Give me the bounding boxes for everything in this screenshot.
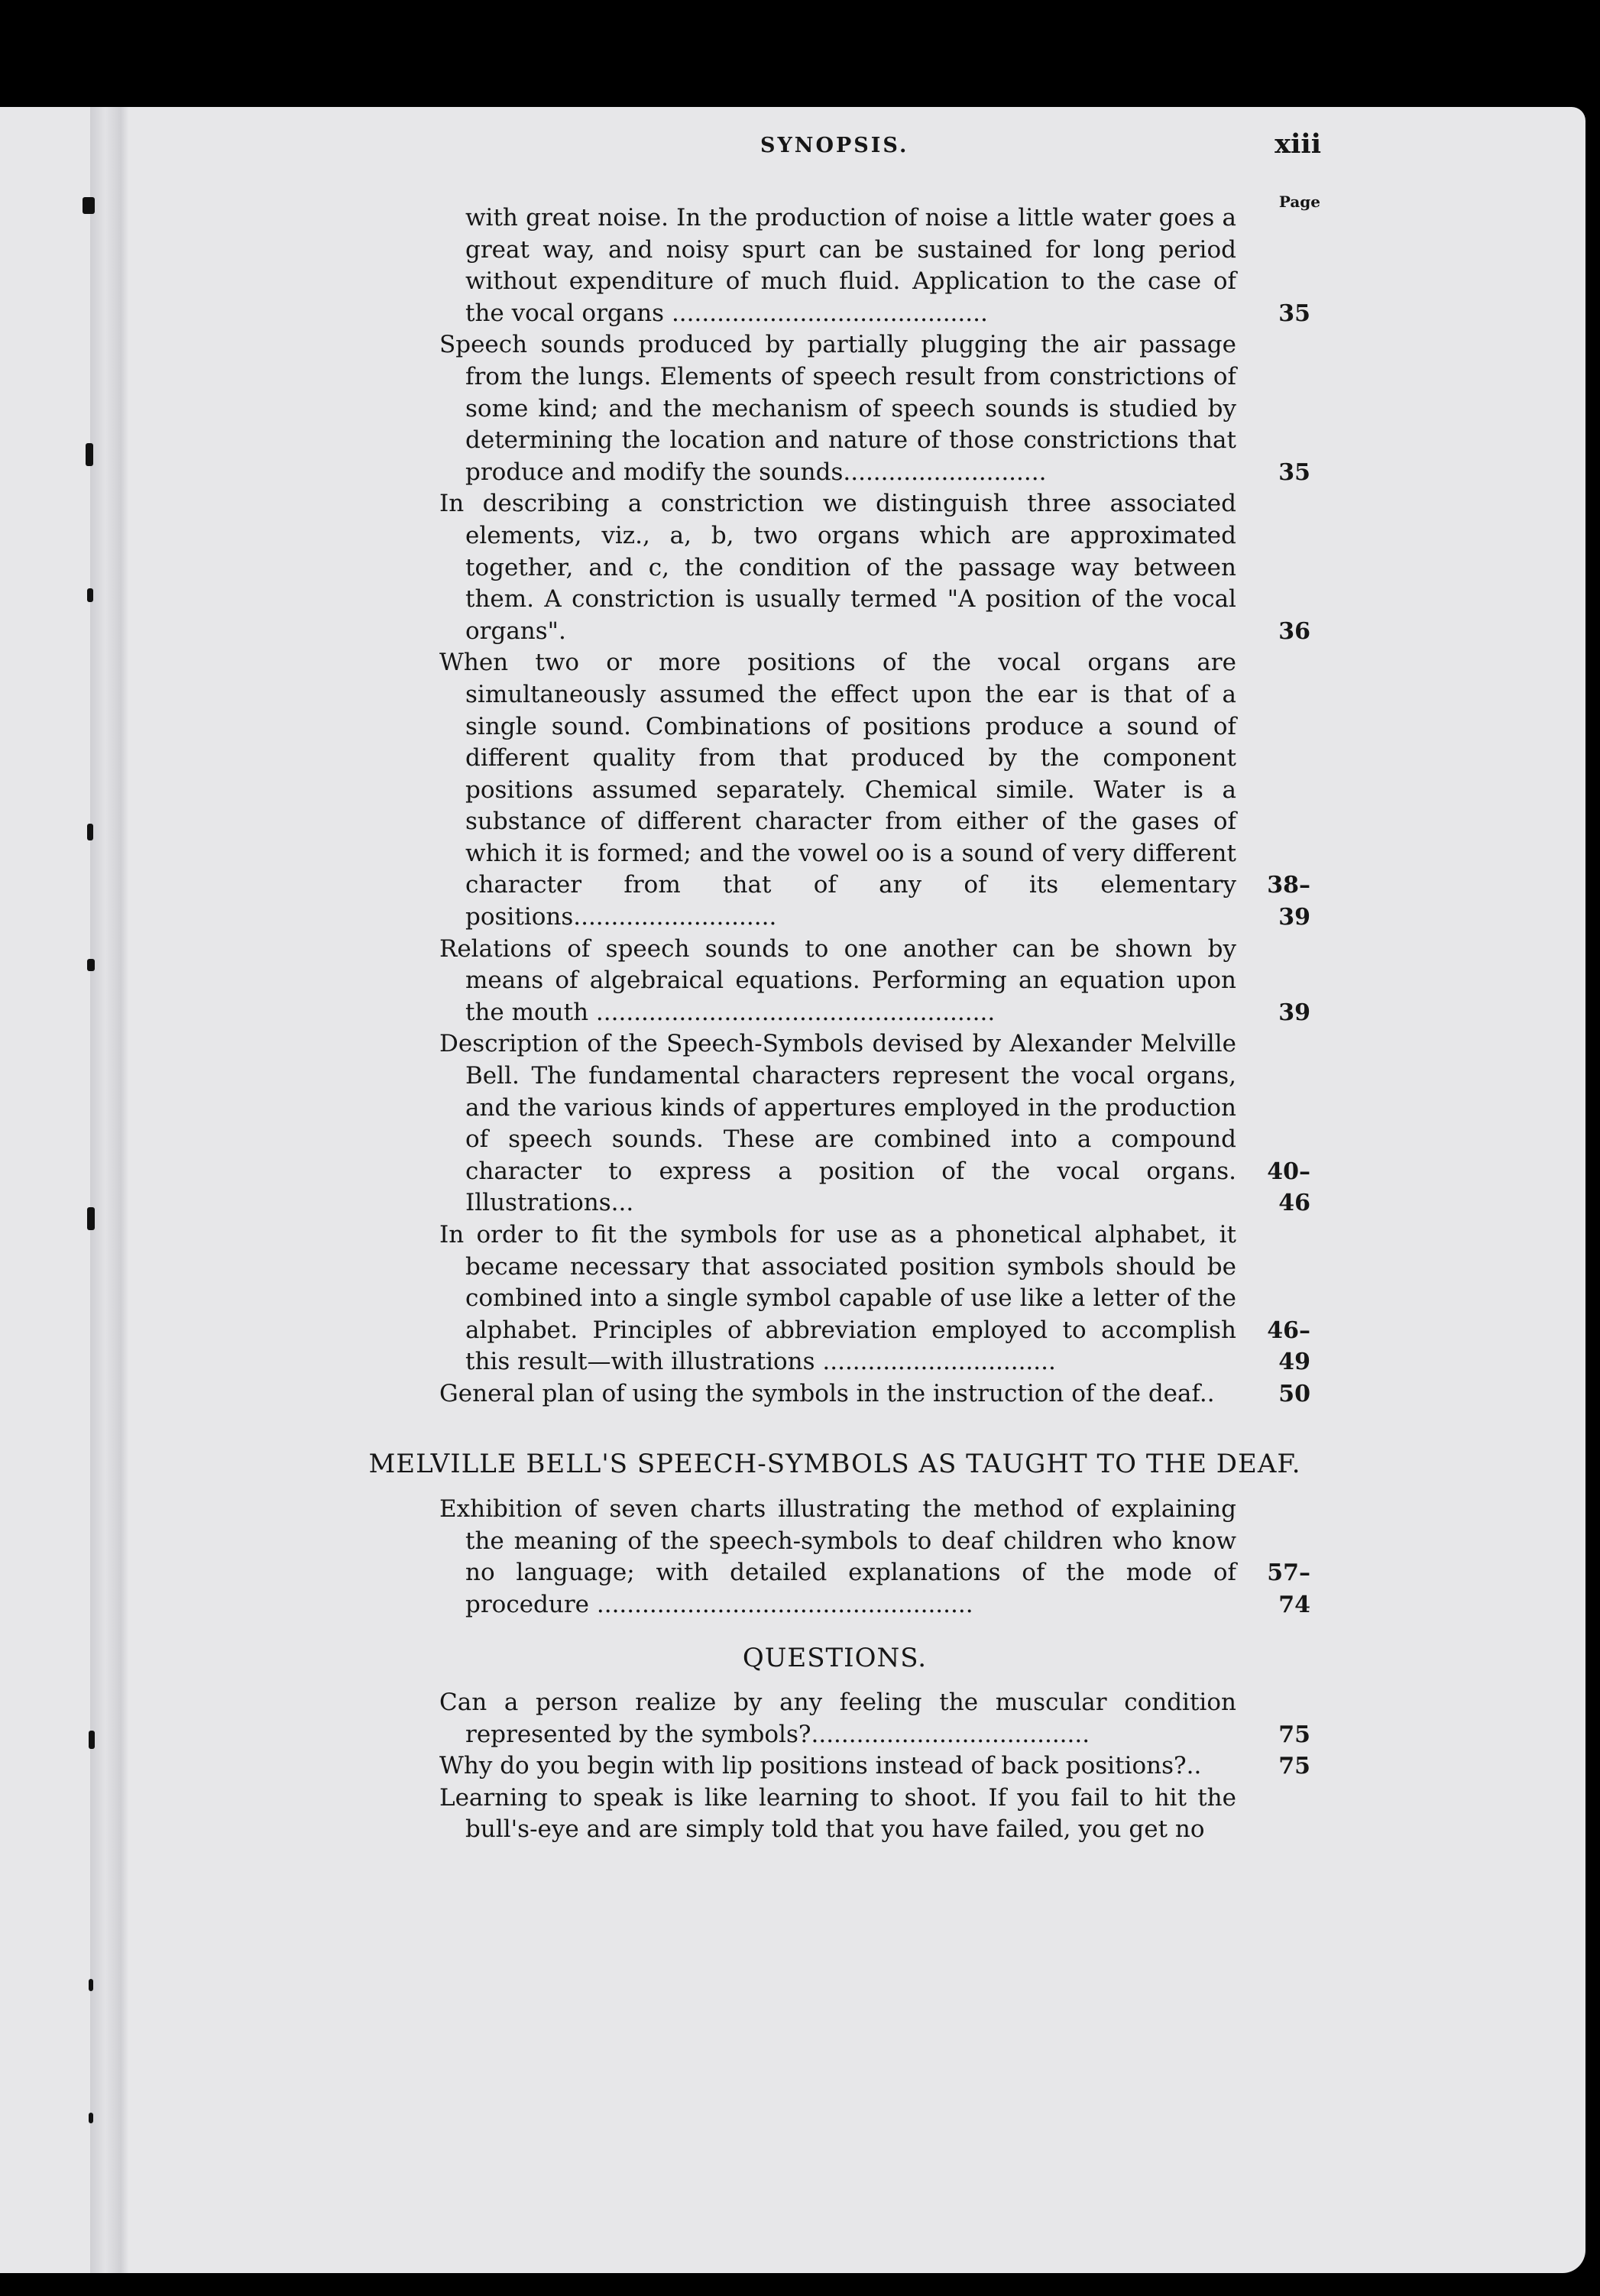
synopsis-entry (439, 934, 1310, 1029)
entry-page: 36 (1278, 617, 1310, 645)
entry-text: Description of the Speech-Symbols devised by Alexander Melville Bell. The fundamental characters represent the vocal organs, and the various kinds of appertures employed in the production of speech sounds. These are combined into a compound character to express a position of the vocal organs. Illustrations... (439, 1030, 1236, 1217)
entry-page: 75 (1278, 1721, 1310, 1748)
binding-mark (87, 588, 93, 602)
synopsis-entry (439, 1219, 1310, 1378)
synopsis-entry (439, 202, 1310, 329)
binding-mark (89, 1731, 95, 1749)
synopsis-entry (439, 488, 1310, 647)
entry-text: General plan of using the symbols in the instruction of the deaf.. (439, 1379, 1215, 1407)
section-heading: MELVILLE BELL'S SPEECH-SYMBOLS AS TAUGHT TO THE DEAF. (368, 1449, 1301, 1479)
binding-mark (86, 443, 93, 466)
entry-text: Learning to speak is like learning to shoot. If you fail to hit the bull's-eye and are simply told that you have failed, you get no (439, 1783, 1236, 1844)
entry-text: with great noise. In the production of noise a little water goes a great way, and noisy spurt can be sustained for long period without expenditure of much fluid. Application to the case of the vocal organs .......................................... (465, 204, 1236, 327)
entry-page: 38–39 (1267, 872, 1310, 931)
entry-page: 57–74 (1267, 1559, 1310, 1618)
synopsis-entry (439, 1783, 1310, 1846)
entry-page: 50 (1278, 1380, 1310, 1407)
synopsis-entries (439, 202, 1310, 1410)
synopsis-entry (439, 1750, 1310, 1783)
entry-page: 39 (1278, 999, 1310, 1026)
entry-text: When two or more positions of the vocal organs are simultaneously assumed the effect upon the ear is that of a single sound. Combinations of positions produce a sound of different quality from that produced by the component positions assumed separately. Chemical simile. Water is a substance of different character from either of the gases of which it is formed; and the vowel oo is a sound of very different character from that of any of its elementary positions........................... (439, 649, 1236, 931)
synopsis-entry (439, 1028, 1310, 1219)
entry-page: 35 (1278, 458, 1310, 486)
entry-text: Can a person realize by any feeling the muscular condition represented by the symbols?..................................... (439, 1689, 1236, 1748)
section-heading: QUESTIONS. (742, 1643, 928, 1673)
page-number: xiii (1274, 128, 1321, 160)
page-column-label: Page (1278, 193, 1320, 211)
entry-text: Why do you begin with lip positions instead of back positions?.. (439, 1752, 1202, 1780)
binding-mark (87, 959, 95, 971)
entry-text: In order to fit the symbols for use as a phonetical alphabet, it became necessary that associated position symbols should be combined into a single symbol capable of use like a letter of the alphabet. Principles of abbreviation employed to accomplish this result—with illustrations ............................... (439, 1221, 1236, 1376)
synopsis-entry (439, 329, 1310, 488)
synopsis-entry (439, 1687, 1310, 1750)
entry-text: Speech sounds produced by partially plugging the air passage from the lungs. Elements of speech result from constrictions of some kind; and the mechanism of speech sounds is studied by determining the location and nature of those constrictions that produce and modify the sounds........................... (439, 331, 1236, 486)
running-title: SYNOPSIS. (760, 134, 909, 157)
entry-page: 46–49 (1267, 1316, 1310, 1376)
synopsis-entry (439, 1378, 1310, 1410)
synopsis-entry (439, 1494, 1310, 1621)
entry-text: In describing a constriction we distinguish three associated elements, viz., a, b, two organs which are approximated together, and c, the condition of the passage way between them. A constriction is usually termed "A position of the vocal organs". (439, 490, 1236, 645)
entry-page: 75 (1278, 1753, 1310, 1780)
binding-mark (87, 1207, 95, 1230)
synopsis-entry (439, 647, 1310, 933)
synopsis-entries (439, 1494, 1310, 1621)
binding-mark (89, 1979, 93, 1991)
entry-page: 35 (1278, 300, 1310, 327)
binding-mark (89, 2113, 93, 2123)
entry-text: Relations of speech sounds to one another can be shown by means of algebraical equations. Performing an equation upon the mouth ..................................................... (439, 934, 1236, 1026)
entry-text: Exhibition of seven charts illustrating the method of explaining the meaning of the speech-symbols to deaf children who know no language; with detailed explanations of the mode of procedure .................................................. (439, 1495, 1236, 1618)
binding-mark (83, 197, 95, 214)
synopsis-entries (439, 1687, 1310, 1846)
page-gutter (90, 107, 128, 2273)
binding-mark (87, 824, 93, 840)
entry-page: 40–46 (1267, 1158, 1310, 1217)
